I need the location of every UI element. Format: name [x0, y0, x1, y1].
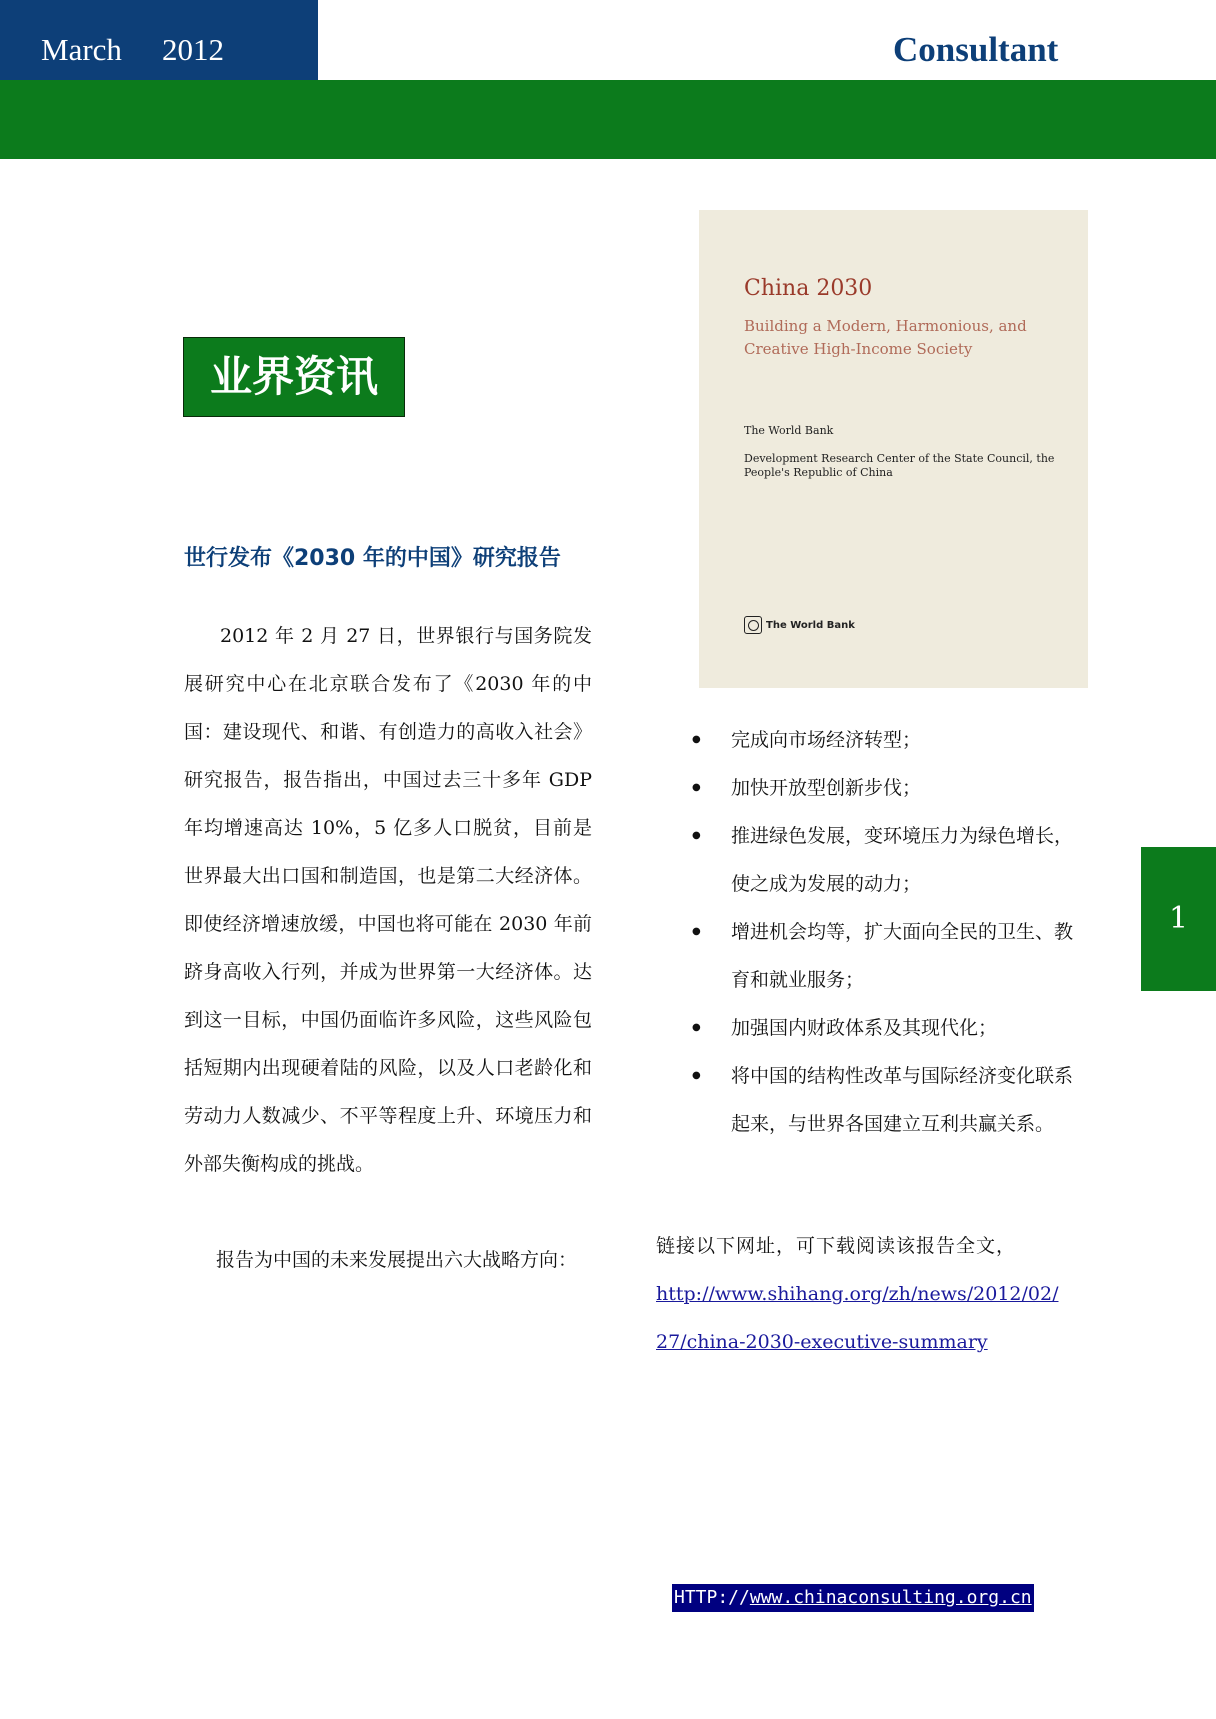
cover-publisher: The World Bank — [744, 424, 834, 437]
header-band — [0, 80, 1216, 159]
footer-link[interactable] — [672, 1584, 1034, 1612]
article-paragraph-1: 2012 年 2 月 27 日，世界银行与国务院发展研究中心在北京联合发布了《2030 年的中国：建设现代、和谐、有创造力的高收入社会》研究报告，报告指出，中国过去三十多年 GDP 年均增速高达 10%，5 亿多人口脱贫，目前是世界最大出口国和制造国，也是第二大经济体。即使经济增速放缓，中国也将可能在 2030 年前跻身高收入行列，并成为世界第一大经济体。达到这一目标，中国仍面临许多风险，这些风险包括短期内出现硬着陆的风险，以及人口老龄化和劳动力人数减少、不平等程度上升、环境压力和外部失衡构成的挑战。 — [184, 625, 592, 1175]
report-cover-image — [699, 210, 1088, 688]
list-item: ● 完成向市场经济转型； — [690, 716, 1090, 764]
header-date-box — [0, 0, 318, 80]
cover-logo-text: The World Bank — [766, 619, 855, 631]
cover-subtitle: Building a Modern, Harmonious, and Creative High-Income Society — [744, 317, 1027, 358]
header-year: 2012 — [162, 32, 224, 67]
world-bank-globe-icon — [744, 616, 762, 634]
list-item: ● 加强国内财政体系及其现代化； — [690, 1004, 1090, 1052]
cover-copublisher: Development Research Center of the State Council, the People's Republic of China — [744, 452, 1055, 479]
list-item: ● 将中国的结构性改革与国际经济变化联系起来，与世界各国建立互利共赢关系。 — [690, 1052, 1090, 1148]
article-headline: 世行发布《2030 年的中国》研究报告 — [184, 546, 561, 571]
list-item: ● 推进绿色发展，变环境压力为绿色增长，使之成为发展的动力； — [690, 812, 1090, 908]
report-link[interactable]: http://www.shihang.org/zh/news/2012/02/27/china-2030-executive-summary — [656, 1283, 1059, 1353]
header-title: Consultant — [893, 30, 1059, 69]
cover-logo — [744, 616, 855, 634]
list-item: ● 加快开放型创新步伐； — [690, 764, 1090, 812]
footer-url-domain: www.chinaconsulting.org.cn — [749, 1587, 1032, 1608]
header-month: March — [41, 32, 122, 67]
list-item: ● 增进机会均等，扩大面向全民的卫生、教育和就业服务； — [690, 908, 1090, 1004]
link-intro: 链接以下网址，可下载阅读该报告全文， — [656, 1235, 1017, 1257]
strategy-list — [690, 716, 1090, 1148]
footer-url-prefix: HTTP:// — [674, 1587, 750, 1608]
section-tag: 业界资讯 — [183, 337, 405, 417]
page-number: 1 — [1141, 847, 1216, 991]
article-paragraph-2: 报告为中国的未来发展提出六大战略方向： — [216, 1249, 578, 1271]
cover-title: China 2030 — [744, 276, 873, 301]
